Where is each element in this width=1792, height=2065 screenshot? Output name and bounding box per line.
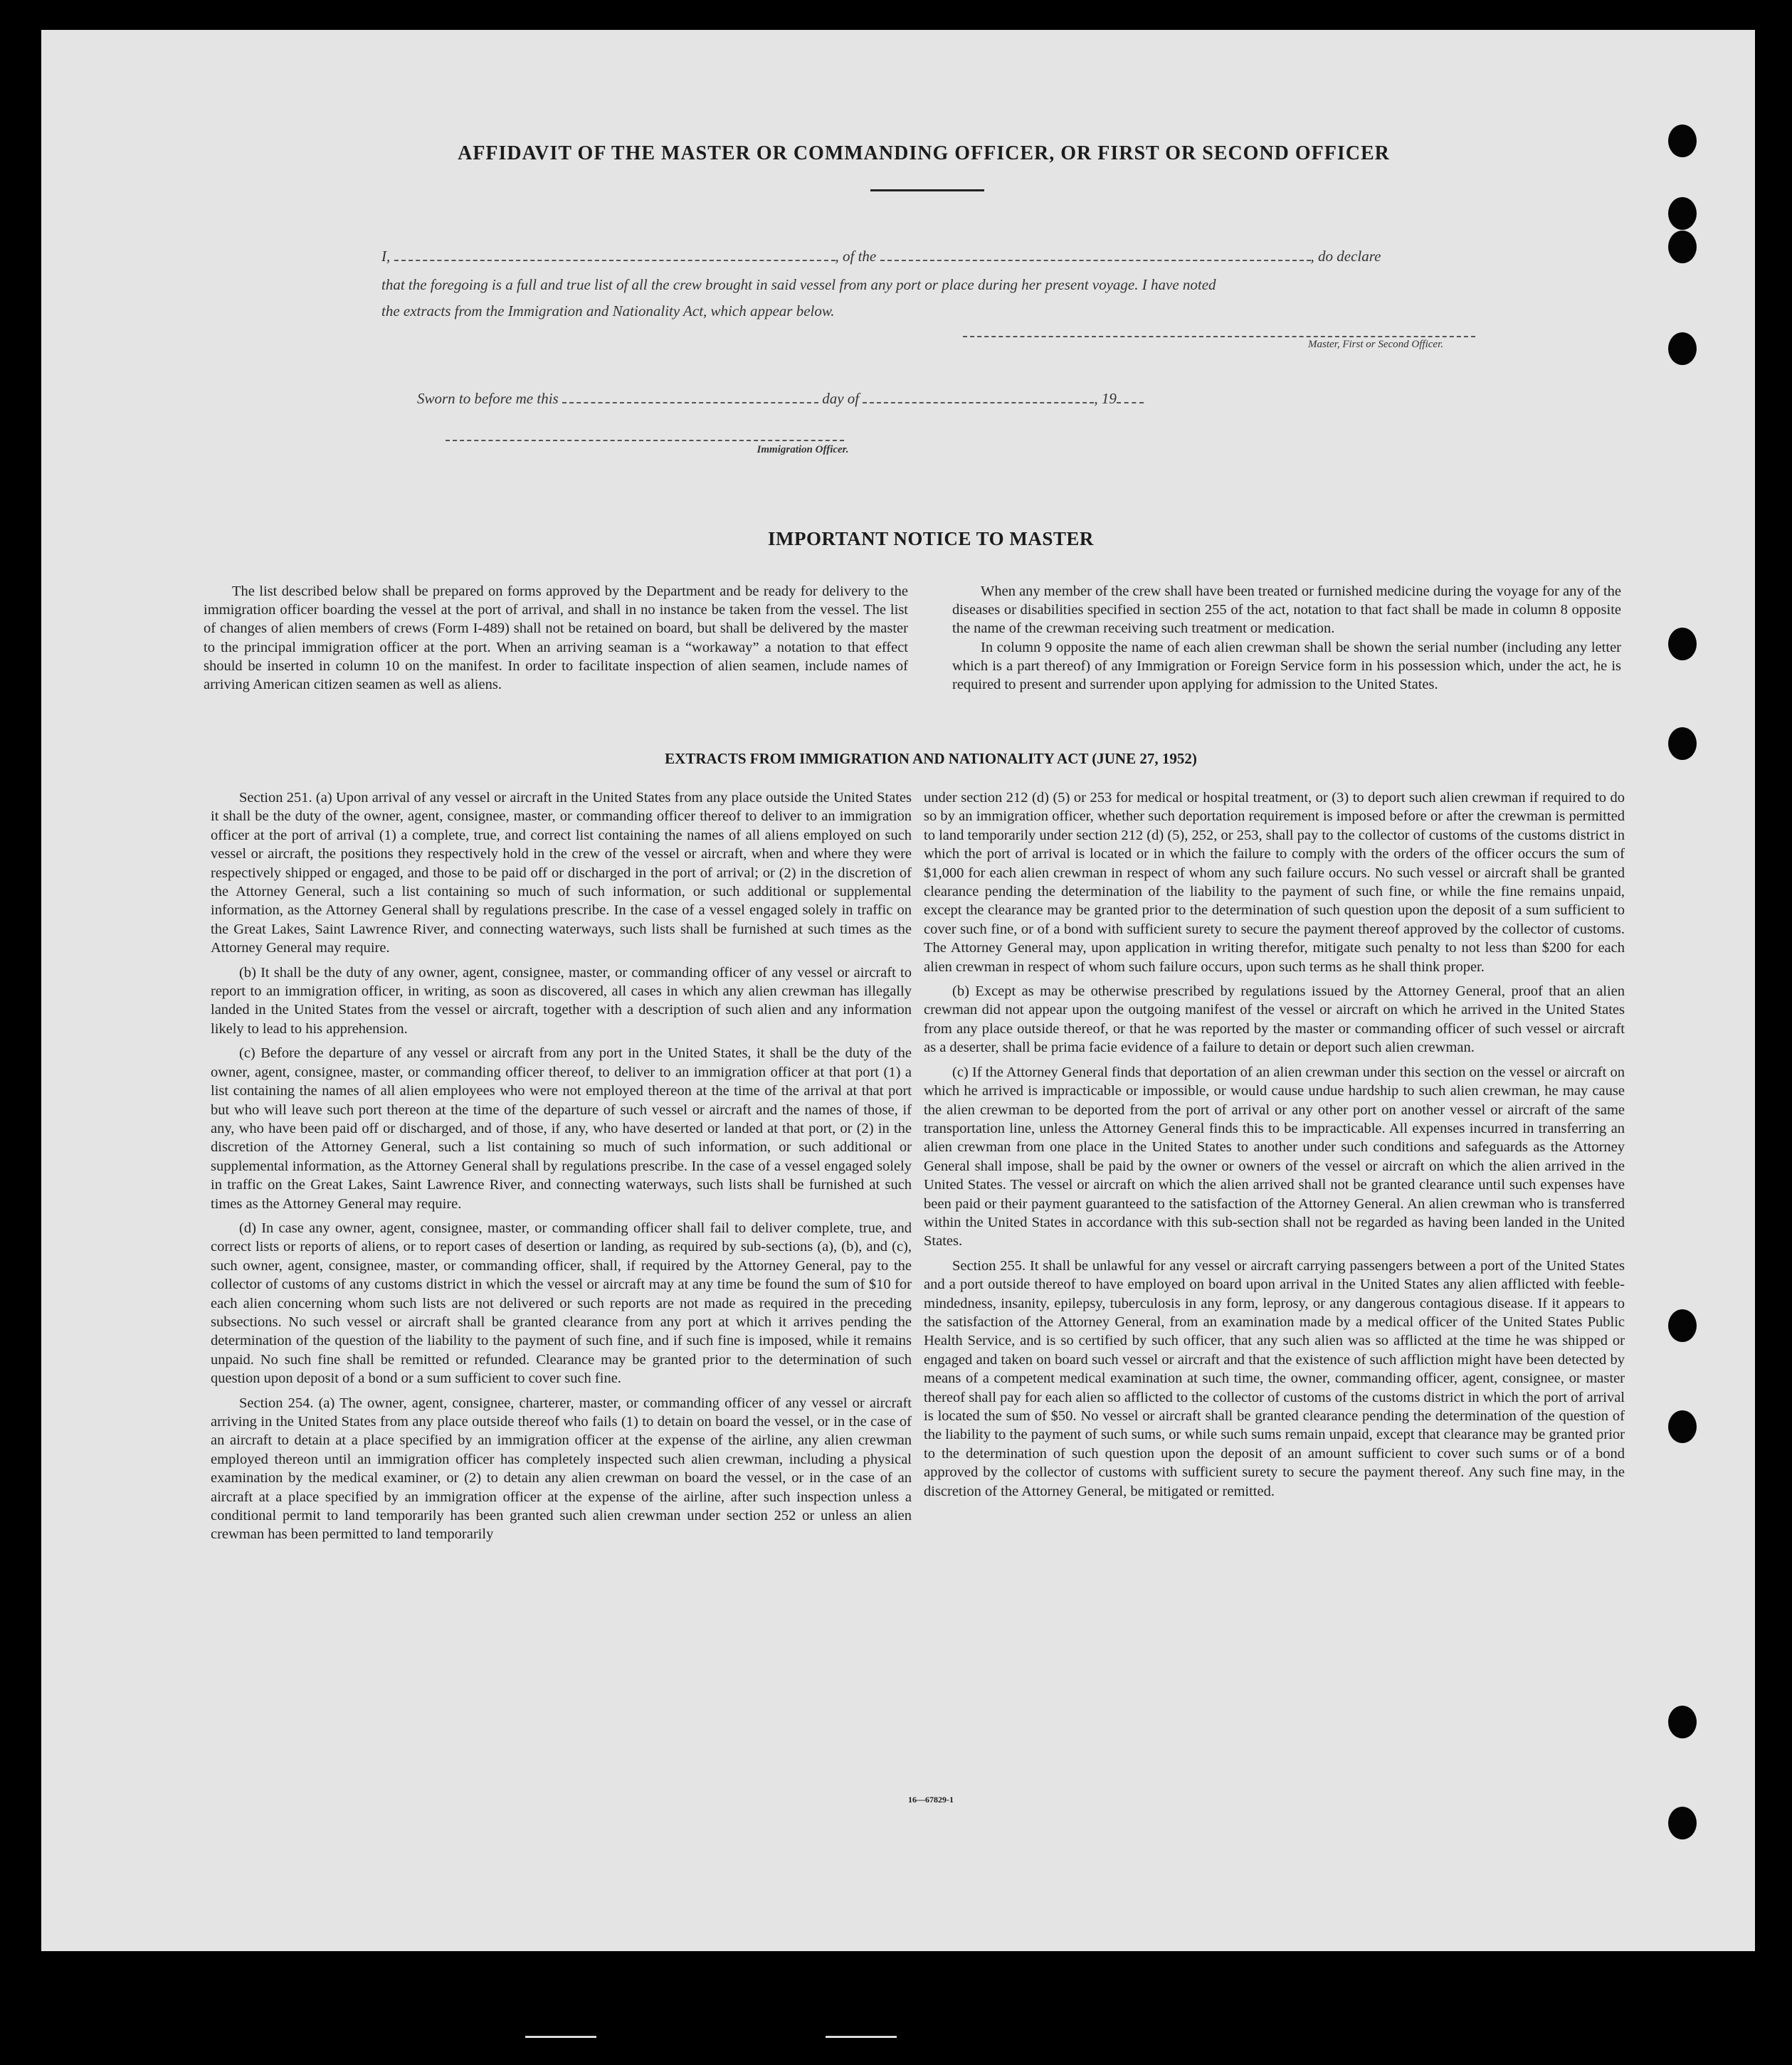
sworn-day-blank xyxy=(562,394,818,403)
declare-label: , do declare xyxy=(1310,248,1381,265)
affidavit-title: AFFIDAVIT OF THE MASTER OR COMMANDING OFFICER, OR FIRST OR SECOND OFFICER xyxy=(458,142,1390,164)
of-the-label: , of the xyxy=(835,248,877,265)
officer-signature-line xyxy=(446,440,844,441)
section-251-b: (b) It shall be the duty of any owner, agent, consignee, master, or commanding officer of any vessel or aircraft to report to an immigration officer, in writing, as soon as discovered, all cases in which any alien crewman has illegally landed in the United States from the vessel or aircraft, together with a description of such alien and any information likely to lead to his apprehension. xyxy=(211,964,912,1037)
punch-hole xyxy=(1668,125,1697,157)
section-255: Section 255. It shall be unlawful for any vessel or aircraft carrying passengers between a port of the United States and a port outside thereof to have employed on board upon arrival in the United States any alien afflicted with feeble-mindedness, insanity, epilepsy, tuberculosis in any form, leprosy, or any dangerous contagious disease. If it appears to the satisfaction of the Attorney General, from an examination made by a medical officer of the United States Public Health Service, and is so certified by such officer, that any such alien was so afflicted at the time he was shipped or engaged and taken on board such vessel or aircraft and that the existence of such affliction might have been detected by means of a competent medical examination at such time, the owner, commanding officer, agent, consignee, or master thereof shall pay for each alien so afflicted to the collector of customs of the customs district in which the port of arrival is located the sum of $50. No vessel or aircraft shall be granted clearance pending the determination of the question of the liability to the payment of such sums, or while such sums remain unpaid, except that clearance may be granted prior to the determination of such question upon the deposit of an amount sufficient to cover such sums or of a bond approved by the collector of customs with sufficient surety to secure the payment thereof. Any such fine may, in the discretion of the Attorney General, be mitigated or remitted. xyxy=(924,1257,1625,1499)
punch-hole xyxy=(1668,1706,1697,1738)
year-prefix: , 19 xyxy=(1094,390,1117,407)
sworn-line xyxy=(417,390,1271,408)
notice-right-paragraph-1: When any member of the crew shall have been treated or furnished medicine during the voyage for any of the diseases or disabilities specified in section 255 of the act, notation to that fact shall be made in column 8 opposite the name of the crewman receiving such treatment or medication. xyxy=(952,583,1621,637)
notice-title: IMPORTANT NOTICE TO MASTER xyxy=(768,528,1094,549)
notice-left-column xyxy=(204,582,908,694)
notice-right-paragraph-2: In column 9 opposite the name of each alien crewman shall be shown the serial number (including any letter which is a part thereof) of any Immigration or Foreign Service form in his possession which, under the act, he is required to present and surrender upon applying for admission to the United States. xyxy=(952,639,1621,693)
section-251-c: (c) Before the departure of any vessel or aircraft from any port in the United States, it shall be the duty of the owner, agent, consignee, master, or commanding officer thereof, to deliver to an immigration officer at that port (1) a list containing the names of all alien employees who were not employed thereon at the time of the arrival at that port but who will leave such port thereon at the time of the departure of such vessel or aircraft and the names of those, if any, who have been paid off or discharged, and of those, if any, who have deserted or landed at that port, or (2) in the discretion of the Attorney General, such a list containing so much of such information, or such additional or supplemental information, as the Attorney General shall by regulations prescribe. In the case of a vessel engaged solely in traffic on the Great Lakes, Saint Lawrence River, and connecting waterways, such lists shall be furnished at such times as the Attorney General may require. xyxy=(211,1045,912,1212)
section-251-a: Section 251. (a) Upon arrival of any vessel or aircraft in the United States from any place outside the United States it shall be the duty of the owner, agent, consignee, master, or commanding officer thereof to deliver to an immigration officer at the port of arrival (1) a complete, true, and correct list containing the names of all aliens employed on such vessel or aircraft, the positions they respectively hold in the crew of the vessel or aircraft, when and where they were respectively shipped or engaged, and those to be paid off or discharged in the port of arrival; or (2) in the discretion of the Attorney General, such a list containing so much of such information, or such additional or supplemental information, as the Attorney General shall by regulations prescribe. In the case of a vessel engaged solely in traffic on the Great Lakes, Saint Lawrence River, and connecting waterways, such lists shall be furnished at such times as the Attorney General may require. xyxy=(211,790,912,956)
punch-hole xyxy=(1668,1410,1697,1443)
declarant-name-blank xyxy=(394,251,836,261)
punch-hole xyxy=(1668,628,1697,660)
punch-hole xyxy=(1668,1807,1697,1839)
punch-hole xyxy=(1668,231,1697,263)
section-254-a: Section 254. (a) The owner, agent, consignee, charterer, master, or commanding officer of any vessel or aircraft arriving in the United States from any place outside thereof who fails (1) to detain on board the vessel, or in the case of an aircraft to detain at a place specified by an immigration officer at the expense of the airline, any alien crewman employed thereon until an immigration officer has completely inspected such alien crewman, including a physical examination by the medical examiner, or (2) to detain any alien crewman on board the vessel, or in the case of an aircraft at a place specified by an immigration officer at the expense of the airline, after such inspection unless a conditional permit to land temporarily has been granted such alien crewman under section 252 or unless an alien crewman has been permitted to land temporarily xyxy=(211,1395,912,1543)
vessel-name-blank xyxy=(880,251,1311,261)
form-code: 16—67829-1 xyxy=(908,1795,954,1805)
declaration-text-line-2: that the foregoing is a full and true list of all the crew brought in said vessel from any port or place during her present voyage. I have noted xyxy=(381,276,1216,293)
day-of-label: day of xyxy=(822,390,860,407)
officer-signature-caption: Immigration Officer. xyxy=(757,444,849,455)
sworn-month-blank xyxy=(863,394,1094,403)
declarant-prefix: I, xyxy=(381,248,391,265)
extracts-title: EXTRACTS FROM IMMIGRATION AND NATIONALITY ACT (JUNE 27, 1952) xyxy=(665,750,1197,767)
punch-hole xyxy=(1668,727,1697,760)
section-254-c: (c) If the Attorney General finds that deportation of an alien crewman under this section on the vessel or aircraft on which he arrived is impracticable or impossible, or would cause undue hardship to such alien crewman, he may cause the alien crewman to be deported from the port of arrival or any other port on another vessel or aircraft of the same transportation line, unless the Attorney General finds this to be impracticable. All expenses incurred in transferring an alien crewman from one place in the United States to another under such conditions and safeguards as the Attorney General shall impose, shall be paid by the owner or owners of the vessel or aircraft on which the alien arrived in the United States. The vessel or aircraft on which the alien arrived shall not be granted clearance until such expenses have been paid or their payment guaranteed to the satisfaction of the Attorney General. An alien crewman who is transferred within the United States in accordance with this sub-section shall not be regarded as having been landed in the United States. xyxy=(924,1064,1625,1250)
declaration-text-line-3: the extracts from the Immigration and Nationality Act, which appear below. xyxy=(381,302,835,319)
master-signature-caption: Master, First or Second Officer. xyxy=(1308,339,1443,350)
punch-hole xyxy=(1668,1309,1697,1342)
punch-hole xyxy=(1668,197,1697,230)
sworn-label: Sworn to before me this xyxy=(417,390,559,407)
notice-right-column xyxy=(952,582,1621,694)
notice-left-paragraph: The list described below shall be prepared on forms approved by the Department and be ready for delivery to the immigration officer boarding the vessel at the port of arrival, and shall in no instance be taken from the vessel. The list of changes of alien members of crews (Form I-489) shall not be retained on board, but shall be delivered by the master to the principal immigration officer at the port. When an arriving seaman is a “workaway” a notation to that effect should be inserted in column 10 on the manifest. In order to facilitate inspection of alien seamen, include names of arriving American citizen seamen as well as aliens. xyxy=(204,583,908,693)
scan-mark xyxy=(826,2036,897,2038)
extracts-left-column xyxy=(211,788,912,1550)
document-page xyxy=(41,30,1755,1951)
title-divider xyxy=(870,189,984,191)
scan-mark xyxy=(525,2036,596,2038)
section-254-a-continued: under section 212 (d) (5) or 253 for medical or hospital treatment, or (3) to deport such alien crewman if required to do so by an immigration officer, whether such deportation requirement is imposed before or after the crewman is permitted to land temporarily under section 212 (d) (5), 252, or 253, shall pay to the collector of customs of the customs district in which the port of arrival is located or in which the failure to comply with the orders of the officer occurs the sum of $1,000 for each alien crewman in respect of whom any such failure occurs. No such vessel or aircraft shall be granted clearance pending the determination of the liability to the payment of such fine, or while the fine remains unpaid, except the clearance may be granted prior to the determination of such question upon the deposit of a sum sufficient to cover such fine, or of a bond with sufficient surety to secure the payment thereof approved by the collector of customs. The Attorney General may, upon application in writing therefor, mitigate such penalty to not less than $200 for each alien crewman in respect of whom such failure occurs, upon such terms as he shall think proper. xyxy=(924,790,1625,975)
declaration-line xyxy=(381,248,1477,265)
year-blank xyxy=(1117,394,1144,403)
extracts-right-column xyxy=(924,788,1625,1506)
punch-hole xyxy=(1668,332,1697,365)
section-251-d: (d) In case any owner, agent, consignee, master, or commanding officer shall fail to deliver complete, true, and correct lists or reports of aliens, or to report cases of desertion or landing, as required by sub-sections (a), (b), and (c), such owner, agent, consignee, master, or commanding officer, shall, if required by the Attorney General, pay to the collector of customs of any customs district in which the vessel or aircraft may at any time be found the sum of $10 for each alien concerning whom such lists are not delivered or such reports are not made as required in the preceding subsections. No such vessel or aircraft shall be granted clearance from any port at which it arrives pending the determination of the question of the liability to the payment of such fine, and if such fine is imposed, while it remains unpaid. No such fine shall be remitted or refunded. Clearance may be granted prior to the determination of such question upon deposit of a bond or a sum sufficient to cover such fine. xyxy=(211,1220,912,1387)
section-254-b: (b) Except as may be otherwise prescribed by regulations issued by the Attorney General, proof that an alien crewman did not appear upon the outgoing manifest of the vessel or aircraft on which he arrived in the United States from any place outside thereof, or that he was reported by the master or commanding officer of such vessel or aircraft as a deserter, shall be prima facie evidence of a failure to detain or deport such alien crewman. xyxy=(924,983,1625,1056)
master-signature-line xyxy=(963,336,1475,337)
